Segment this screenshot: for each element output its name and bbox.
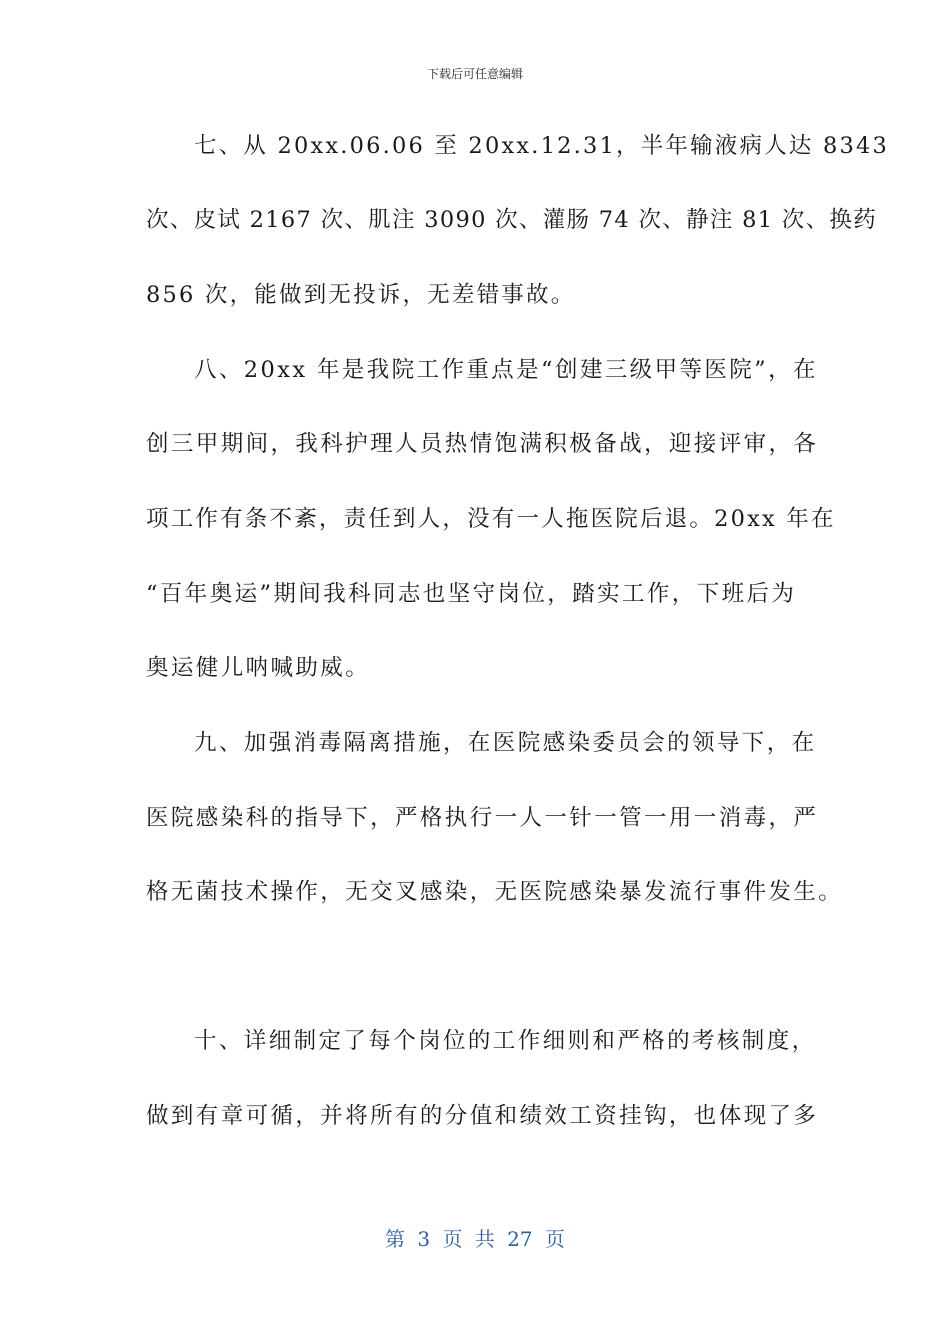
paragraph-8-line-5: 奥运健儿呐喊助威。 — [146, 655, 371, 681]
paragraph-8-line-3: 项工作有条不紊，责任到人，没有一人拖医院后退。20xx 年在 — [146, 506, 836, 532]
paragraph-7-line-3: 856 次，能做到无投诉，无差错事故。 — [146, 282, 576, 308]
paragraph-7-line-1: 七、从 20xx.06.06 至 20xx.12.31，半年输液病人达 8343 — [194, 133, 890, 159]
paragraph-8-line-2: 创三甲期间，我科护理人员热情饱满积极备战，迎接评审，各 — [146, 431, 819, 457]
paragraph-10-line-2: 做到有章可循，并将所有的分值和绩效工资挂钩，也体现了多 — [146, 1103, 819, 1129]
paragraph-7-line-2: 次、皮试 2167 次、肌注 3090 次、灌肠 74 次、静注 81 次、换药 — [146, 207, 877, 233]
paragraph-9-line-3: 格无菌技术操作，无交叉感染，无医院感染暴发流行事件发生。 — [146, 879, 844, 905]
paragraph-9-line-1: 九、加强消毒隔离措施，在医院感染委员会的领导下，在 — [194, 730, 817, 756]
page-header: 下载后可任意编辑 — [426, 67, 523, 81]
paragraph-10-line-1: 十、详细制定了每个岗位的工作细则和严格的考核制度， — [194, 1028, 817, 1054]
paragraph-8-line-4: “百年奥运”期间我科同志也坚守岗位，踏实工作，下班后为 — [146, 581, 797, 607]
page-number-footer: 第 3 页 共 27 页 — [385, 1227, 565, 1251]
paragraph-8-line-1: 八、20xx 年是我院工作重点是“创建三级甲等医院”，在 — [194, 357, 818, 383]
paragraph-9-line-2: 医院感染科的指导下，严格执行一人一针一管一用一消毒，严 — [146, 805, 819, 831]
